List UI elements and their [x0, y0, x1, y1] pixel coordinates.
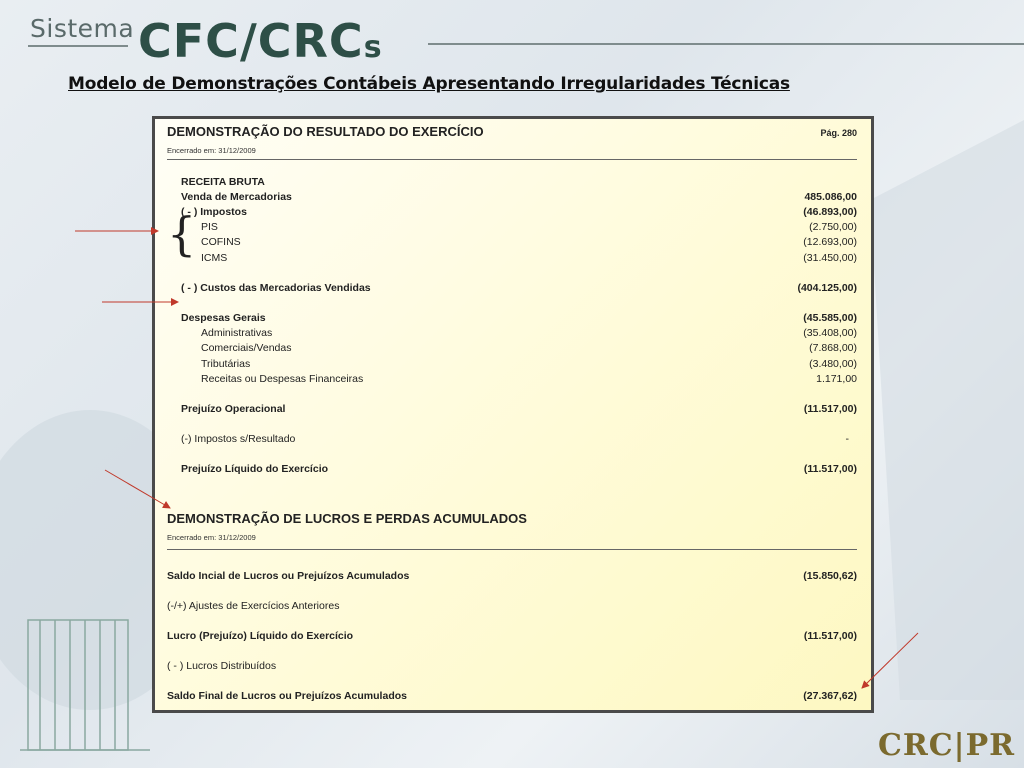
dre-row-label: PIS	[201, 221, 218, 233]
financial-statement-document	[152, 116, 874, 713]
dre-row-value: (2.750,00)	[809, 221, 857, 233]
brand-text: CFC/CRC	[138, 14, 364, 68]
dlpa-period: Encerrado em: 31/12/2009	[167, 533, 256, 542]
dre-row	[155, 403, 857, 418]
dre-row-label: ( - ) Custos das Mercadorias Vendidas	[181, 282, 371, 294]
dre-divider	[167, 159, 857, 160]
dre-row	[155, 252, 857, 267]
dre-row-label: ICMS	[201, 252, 228, 264]
dre-row	[155, 327, 857, 342]
header-rule-left	[28, 45, 128, 47]
dre-row-value: (11.517,00)	[803, 463, 857, 475]
dlpa-row-value: (11.517,00)	[803, 630, 857, 642]
dre-row-label: Despesas Gerais	[181, 312, 266, 324]
dre-title: DEMONSTRAÇÃO DO RESULTADO DO EXERCÍCIO	[167, 124, 484, 139]
header-rule-right	[428, 43, 1024, 45]
dre-row-value: (46.893,00)	[803, 206, 857, 218]
dre-row-value: (7.868,00)	[809, 342, 857, 354]
dre-row-value: (31.450,00)	[803, 252, 857, 264]
dre-row	[155, 373, 857, 388]
dre-row	[155, 342, 857, 357]
dre-row-value: (45.585,00)	[803, 312, 857, 324]
dre-row-value: -	[845, 433, 849, 445]
dlpa-title: DEMONSTRAÇÃO DE LUCROS E PERDAS ACUMULADOS	[167, 511, 527, 526]
dre-period: Encerrado em: 31/12/2009	[167, 146, 256, 155]
slide-title: Modelo de Demonstrações Contábeis Apresentando Irregularidades Técnicas	[68, 74, 790, 94]
crc-pr-logo: CRC|PR	[878, 728, 1016, 763]
dlpa-row-value: (15.850,62)	[803, 570, 857, 582]
dlpa-row	[155, 600, 857, 615]
dlpa-row	[155, 570, 857, 585]
dlpa-row-label: (-/+) Ajustes de Exercícios Anteriores	[167, 600, 340, 612]
dre-row-label: ( - ) Impostos	[181, 206, 247, 218]
dre-row-value: 1.171,00	[816, 373, 857, 385]
header-brand-logo	[138, 14, 383, 68]
dlpa-row-value: (27.367,62)	[803, 690, 857, 702]
dre-row-label: RECEITA BRUTA	[181, 176, 265, 188]
dre-row	[155, 176, 857, 191]
dre-row	[155, 191, 857, 206]
brace-icon: {	[167, 207, 197, 261]
dre-row-value: (3.480,00)	[809, 358, 857, 370]
dre-row-label: Comerciais/Vendas	[201, 342, 292, 354]
dre-row	[155, 433, 857, 448]
dre-row	[155, 221, 857, 236]
brand-suffix: s	[363, 30, 383, 65]
dre-row	[155, 463, 857, 478]
dre-row	[155, 282, 857, 297]
dre-row-label: Administrativas	[201, 327, 273, 339]
dlpa-row-label: Saldo Incial de Lucros ou Prejuízos Acumulados	[167, 570, 410, 582]
dre-row	[155, 236, 857, 251]
dlpa-divider	[167, 549, 857, 550]
dre-row-label: Prejuízo Líquido do Exercício	[181, 463, 329, 475]
dre-row-label: Prejuízo Operacional	[181, 403, 286, 415]
dre-page-number: Pág. 280	[820, 128, 857, 138]
dre-row	[155, 358, 857, 373]
dlpa-row-label: Lucro (Prejuízo) Líquido do Exercício	[167, 630, 354, 642]
dlpa-row	[155, 660, 857, 675]
dlpa-row	[155, 630, 857, 645]
dlpa-row	[155, 690, 857, 705]
dlpa-row-label: Saldo Final de Lucros ou Prejuízos Acumulados	[167, 690, 407, 702]
dre-row-label: Receitas ou Despesas Financeiras	[201, 373, 364, 385]
dlpa-row-label: ( - ) Lucros Distribuídos	[167, 660, 277, 672]
dre-row	[155, 206, 857, 221]
dre-row-label: Venda de Mercadorias	[181, 191, 292, 203]
dre-row-label: COFINS	[201, 236, 241, 248]
dre-row	[155, 312, 857, 327]
dre-row-value: 485.086,00	[804, 191, 857, 203]
dre-row-label: Tributárias	[201, 358, 251, 370]
dre-row-value: (11.517,00)	[803, 403, 857, 415]
dre-row-label: (-) Impostos s/Resultado	[181, 433, 296, 445]
dre-row-value: (404.125,00)	[797, 282, 857, 294]
dre-row-value: (12.693,00)	[803, 236, 857, 248]
dre-row-value: (35.408,00)	[803, 327, 857, 339]
header-sistema: Sistema	[30, 14, 135, 43]
